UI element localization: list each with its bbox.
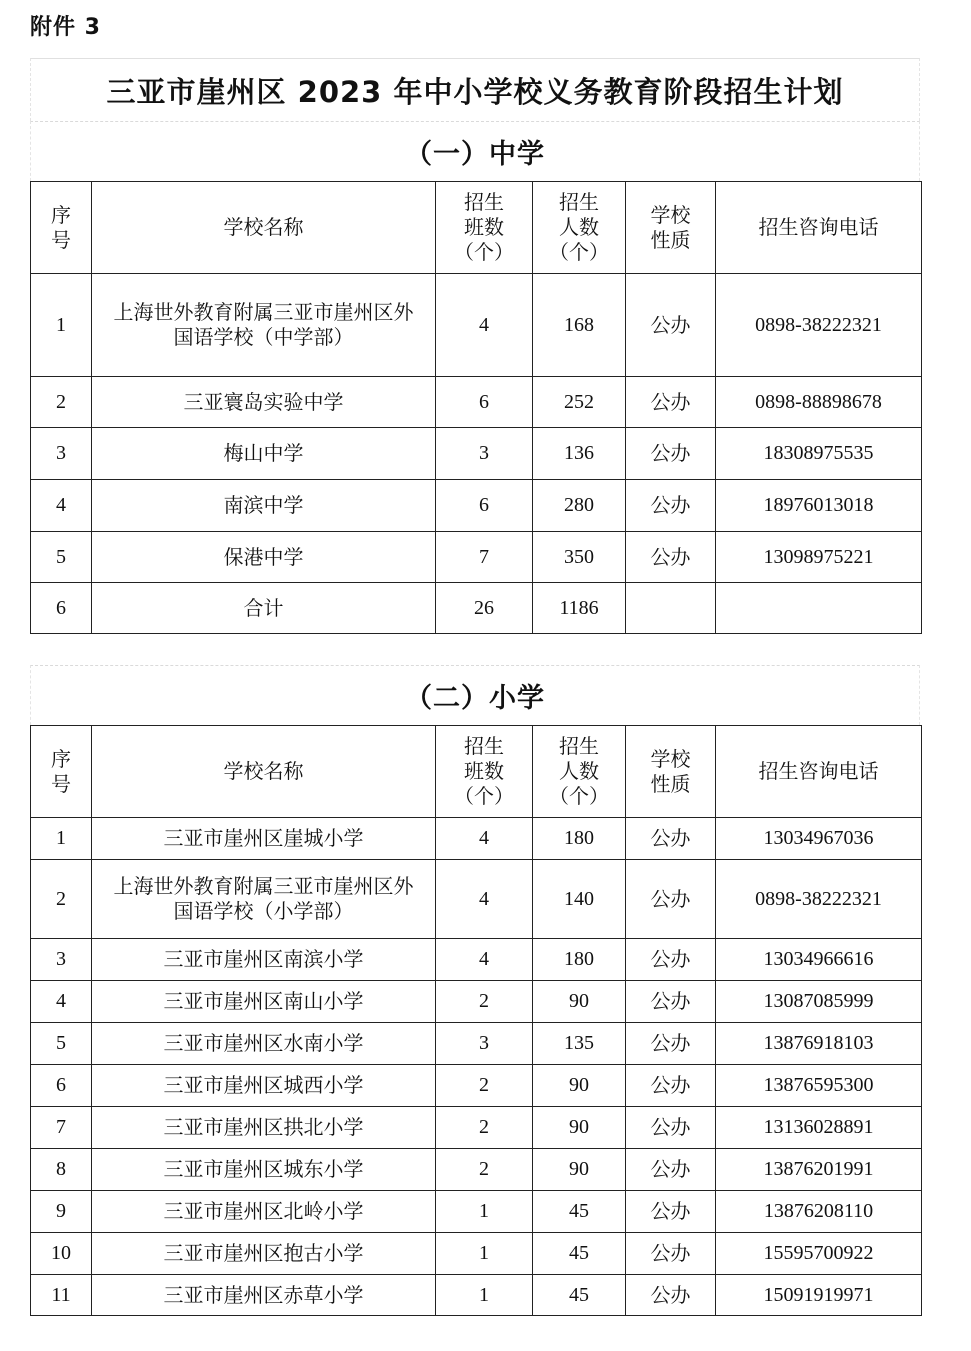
- section-title-primary: （二）小学: [30, 665, 920, 725]
- table-row: [31, 1275, 922, 1316]
- row-classes-cell: 4: [436, 274, 533, 377]
- row-classes-cell: 4: [436, 818, 533, 860]
- row-classes-cell: 2: [436, 1065, 533, 1107]
- table-row: [31, 377, 922, 428]
- row-classes-cell: 6: [436, 480, 533, 532]
- table-row: [31, 480, 922, 532]
- table-row: [31, 818, 922, 860]
- school-name-line: 三亚市崖州区赤草小学: [163, 1282, 364, 1307]
- school-name-line: 三亚市崖州区拱北小学: [163, 1115, 364, 1139]
- table-row: [31, 428, 922, 480]
- table-row: [31, 1065, 922, 1107]
- school-name-line: 三亚市崖州区水南小学: [163, 1031, 364, 1055]
- row-seq-cell: 11: [31, 1275, 92, 1316]
- row-classes-cell: 1: [436, 1233, 533, 1275]
- row-students-cell: 350: [533, 532, 626, 583]
- header-classes: 招生 班数 （个）: [436, 182, 533, 274]
- row-nature-cell: 公办: [626, 981, 716, 1023]
- row-phone-cell: 13098975221: [716, 532, 922, 583]
- row-phone-cell: 13876595300: [716, 1065, 922, 1107]
- row-students-cell: 140: [533, 860, 626, 939]
- row-seq-cell: 2: [31, 377, 92, 428]
- row-classes-cell: 6: [436, 377, 533, 428]
- school-name-line: 国语学校（小学部）: [173, 899, 354, 923]
- row-school-name-cell: [92, 1191, 436, 1233]
- row-students-cell: 180: [533, 939, 626, 981]
- table-row: [31, 1107, 922, 1149]
- row-classes-cell: 2: [436, 1107, 533, 1149]
- table-row: [31, 532, 922, 583]
- row-seq-cell: 3: [31, 428, 92, 480]
- row-nature-cell: 公办: [626, 1233, 716, 1275]
- row-students-cell: 136: [533, 428, 626, 480]
- row-school-name-cell: [92, 1275, 436, 1316]
- row-students-cell: 252: [533, 377, 626, 428]
- row-seq-cell: 1: [31, 274, 92, 377]
- row-nature-cell: 公办: [626, 1149, 716, 1191]
- school-name-line: 保港中学: [223, 544, 304, 569]
- school-name-line: 三亚市崖州区南山小学: [163, 989, 364, 1013]
- row-phone-cell: 13087085999: [716, 981, 922, 1023]
- row-seq-cell: 3: [31, 939, 92, 981]
- row-phone-cell: 15595700922: [716, 1233, 922, 1275]
- row-school-name-cell: [92, 939, 436, 981]
- primary-school-table-body: [31, 726, 922, 1316]
- row-phone-cell: 13136028891: [716, 1107, 922, 1149]
- row-school-name-cell: [92, 377, 436, 428]
- row-school-name-cell: [92, 1107, 436, 1149]
- row-seq-cell: 4: [31, 981, 92, 1023]
- row-school-name-cell: [92, 1065, 436, 1107]
- row-school-name-cell: [92, 583, 436, 634]
- row-nature-cell: 公办: [626, 939, 716, 981]
- school-name-line: 三亚寰岛实验中学: [183, 389, 344, 414]
- row-nature-cell: 公办: [626, 860, 716, 939]
- row-classes-cell: 7: [436, 532, 533, 583]
- row-phone-cell: 13876208110: [716, 1191, 922, 1233]
- row-phone-cell: 13876918103: [716, 1023, 922, 1065]
- row-students-cell: 168: [533, 274, 626, 377]
- row-phone-cell: 15091919971: [716, 1275, 922, 1316]
- row-school-name-cell: [92, 1233, 436, 1275]
- header-classes: 招生 班数 （个）: [436, 726, 533, 818]
- table-row: [31, 1023, 922, 1065]
- row-phone-cell: 13034966616: [716, 939, 922, 981]
- attachment-label: 附件 3: [30, 15, 101, 40]
- row-seq-cell: 9: [31, 1191, 92, 1233]
- row-phone-cell: 13034967036: [716, 818, 922, 860]
- table-header-row: [31, 182, 922, 274]
- row-school-name-cell: [92, 480, 436, 532]
- table-row: [31, 274, 922, 377]
- row-nature-cell: 公办: [626, 1065, 716, 1107]
- row-phone-cell: [716, 583, 922, 634]
- row-nature-cell: 公办: [626, 1107, 716, 1149]
- table-row: [31, 981, 922, 1023]
- table-row: [31, 939, 922, 981]
- row-nature-cell: 公办: [626, 377, 716, 428]
- row-school-name-cell: [92, 981, 436, 1023]
- school-name-line: 三亚市崖州区北岭小学: [163, 1199, 364, 1223]
- row-students-cell: 45: [533, 1233, 626, 1275]
- school-name-line: 南滨中学: [223, 493, 304, 517]
- row-nature-cell: 公办: [626, 532, 716, 583]
- row-seq-cell: 6: [31, 583, 92, 634]
- row-classes-cell: 4: [436, 939, 533, 981]
- primary-school-table: [30, 725, 922, 1316]
- row-nature-cell: 公办: [626, 1023, 716, 1065]
- header-phone: 招生咨询电话: [716, 182, 922, 274]
- row-phone-cell: 18308975535: [716, 428, 922, 480]
- row-students-cell: 90: [533, 1065, 626, 1107]
- row-nature-cell: 公办: [626, 428, 716, 480]
- header-students: 招生 人数 （个）: [533, 182, 626, 274]
- row-classes-cell: 2: [436, 981, 533, 1023]
- row-seq-cell: 5: [31, 532, 92, 583]
- row-seq-cell: 10: [31, 1233, 92, 1275]
- header-nature: 学校 性质: [626, 726, 716, 818]
- school-name-line: 梅山中学: [223, 441, 304, 465]
- school-name-line: 三亚市崖州区崖城小学: [163, 826, 364, 850]
- table-row: [31, 860, 922, 939]
- row-phone-cell: 18976013018: [716, 480, 922, 532]
- header-nature: 学校 性质: [626, 182, 716, 274]
- row-students-cell: 90: [533, 1107, 626, 1149]
- row-seq-cell: 7: [31, 1107, 92, 1149]
- school-name-line: 上海世外教育附属三亚市崖州区外: [113, 300, 414, 324]
- row-students-cell: 280: [533, 480, 626, 532]
- row-school-name-cell: [92, 428, 436, 480]
- row-seq-cell: 1: [31, 818, 92, 860]
- row-phone-cell: 13876201991: [716, 1149, 922, 1191]
- row-phone-cell: 0898-38222321: [716, 860, 922, 939]
- row-phone-cell: 0898-88898678: [716, 377, 922, 428]
- school-name-line: 合计: [243, 595, 284, 620]
- row-classes-cell: 2: [436, 1149, 533, 1191]
- row-students-cell: 45: [533, 1191, 626, 1233]
- table-header-row: [31, 726, 922, 818]
- row-classes-cell: 3: [436, 1023, 533, 1065]
- header-seq: 序 号: [31, 726, 92, 818]
- row-nature-cell: 公办: [626, 480, 716, 532]
- row-seq-cell: 5: [31, 1023, 92, 1065]
- row-school-name-cell: [92, 532, 436, 583]
- header-students: 招生 人数 （个）: [533, 726, 626, 818]
- table-row: [31, 1191, 922, 1233]
- header-seq: 序 号: [31, 182, 92, 274]
- row-seq-cell: 6: [31, 1065, 92, 1107]
- row-students-cell: 135: [533, 1023, 626, 1065]
- row-classes-cell: 4: [436, 860, 533, 939]
- row-students-cell: 1186: [533, 583, 626, 634]
- table-row: [31, 1233, 922, 1275]
- header-school-name: 学校名称: [92, 726, 436, 818]
- row-school-name-cell: [92, 1149, 436, 1191]
- school-name-line: 三亚市崖州区南滨小学: [163, 947, 364, 971]
- row-seq-cell: 2: [31, 860, 92, 939]
- middle-school-table-body: [31, 182, 922, 634]
- row-nature-cell: 公办: [626, 274, 716, 377]
- school-name-line: 三亚市崖州区城西小学: [163, 1073, 364, 1097]
- table-row: [31, 1149, 922, 1191]
- document-title: 三亚市崖州区 2023 年中小学校义务教育阶段招生计划: [30, 58, 920, 121]
- row-nature-cell: 公办: [626, 1191, 716, 1233]
- row-phone-cell: 0898-38222321: [716, 274, 922, 377]
- header-phone: 招生咨询电话: [716, 726, 922, 818]
- row-classes-cell: 1: [436, 1191, 533, 1233]
- row-students-cell: 180: [533, 818, 626, 860]
- row-classes-cell: 1: [436, 1275, 533, 1316]
- row-nature-cell: 公办: [626, 818, 716, 860]
- school-name-line: 国语学校（中学部）: [173, 325, 354, 349]
- row-students-cell: 90: [533, 1149, 626, 1191]
- school-name-line: 三亚市崖州区城东小学: [163, 1157, 364, 1181]
- header-school-name: 学校名称: [92, 182, 436, 274]
- row-nature-cell: [626, 583, 716, 634]
- row-classes-cell: 3: [436, 428, 533, 480]
- row-students-cell: 45: [533, 1275, 626, 1316]
- school-name-line: 三亚市崖州区抱古小学: [163, 1241, 364, 1265]
- row-seq-cell: 8: [31, 1149, 92, 1191]
- row-classes-cell: 26: [436, 583, 533, 634]
- table-row: [31, 583, 922, 634]
- middle-school-table: [30, 181, 922, 634]
- row-school-name-cell: [92, 860, 436, 939]
- school-name-line: 上海世外教育附属三亚市崖州区外: [113, 874, 414, 898]
- section-title-middle: （一）中学: [30, 121, 920, 181]
- row-school-name-cell: [92, 274, 436, 377]
- row-seq-cell: 4: [31, 480, 92, 532]
- row-school-name-cell: [92, 1023, 436, 1065]
- row-school-name-cell: [92, 818, 436, 860]
- row-students-cell: 90: [533, 981, 626, 1023]
- row-nature-cell: 公办: [626, 1275, 716, 1316]
